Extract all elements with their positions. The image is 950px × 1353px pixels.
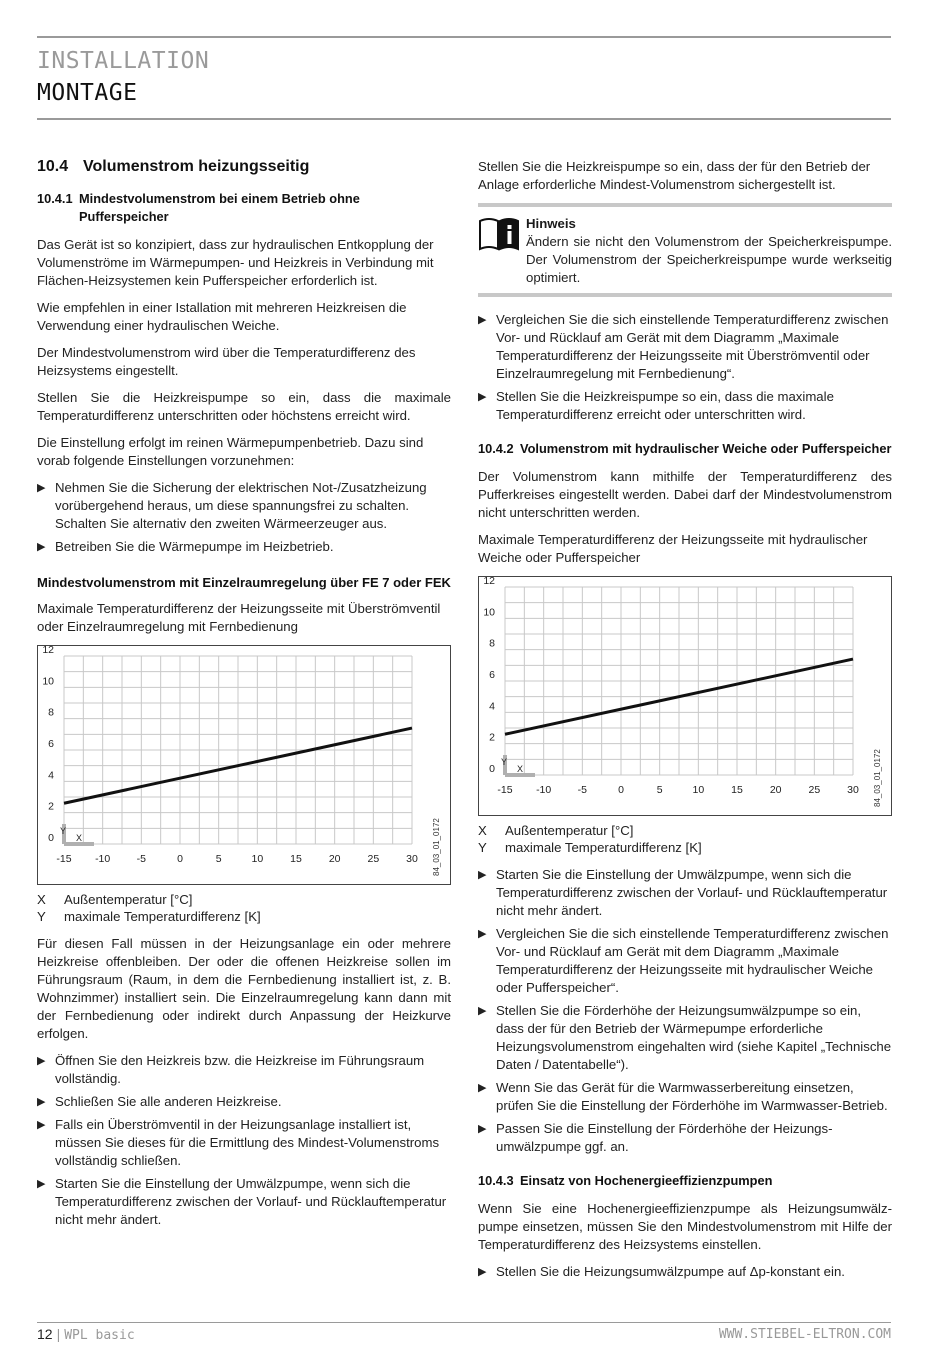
legend-key-y: Y xyxy=(478,840,487,855)
chart-left xyxy=(37,645,451,885)
chart-code: 84_03_01_0172 xyxy=(432,818,442,876)
paragraph: Das Gerät ist so konzipiert, dass zur hydraulischen Entkopplung der Volumenströme im Wärmepumpen- und Heizkreis in Verbindung mit Flächen-Heizsystemen kein Pufferspeicher erforderlich ist. xyxy=(37,237,434,288)
section-heading xyxy=(37,158,451,176)
subsection-title: Mindestvolumenstrom bei einem Betrieb ohne Pufferspeicher xyxy=(79,191,360,224)
paragraph: Für diesen Fall müssen in der Heizungsanlage ein oder mehrere Heizkreise offenbleiben. Der oder die offenen Heizkreise sollen im Führungsraum (Raum, in dem die Fernbedienung installiert ist, z. B. Wohnzimmer) installiert sein. Die Einzelraumregelung kann dann mit der Fernbedienung oder indirekt durch Anpassung der Heizkurve erfolgen. xyxy=(37,936,451,1041)
paragraph: Die Einstellung erfolgt im reinen Wärmepumpenbetrieb. Dazu sind vorab folgende Einstellungen vorzunehmen: xyxy=(37,435,424,468)
x-tick-label: 30 xyxy=(847,784,859,796)
paragraph: Stellen Sie die Heizkreispumpe so ein, dass die maximale Temperaturdifferenz unterschritten oder höchstens erreicht wird. xyxy=(37,390,451,423)
y-tick-label: 6 xyxy=(489,669,495,681)
y-tick-label: 0 xyxy=(48,832,54,844)
header-bottom-rule xyxy=(37,118,891,120)
footer-separator: | xyxy=(56,1326,61,1342)
right-column xyxy=(478,158,892,1290)
x-tick-label: 5 xyxy=(656,784,663,796)
paragraph: Der Mindestvolumenstrom wird über die Temperaturdifferenz des Heizsystems eingestellt. xyxy=(37,345,416,378)
list-item: ▶ Betreiben Sie die Wärmepumpe im Heizbetrieb. xyxy=(37,539,334,554)
y-tick-label: 8 xyxy=(489,637,495,650)
list-item: ▶ Stellen Sie die Förderhöhe der Heizungsumwälzpumpe so ein, dass der für den Betrieb der Wärmepumpe erforderliche Heizungsvolumenstrom eingehalten wird (siehe Kapitel „Technische Daten / Datentabelle“). xyxy=(478,1003,892,1072)
x-tick-label: 25 xyxy=(808,784,821,796)
x-tick-label: 15 xyxy=(290,853,302,865)
footer-rule xyxy=(37,1322,891,1323)
arrow-icon: ▶ xyxy=(37,541,46,553)
x-tick-label: 25 xyxy=(367,853,380,865)
list-item: ▶ Falls ein Überströmventil in der Heizungsanlage installiert ist, müssen Sie dieses für die Ermittlung des Mindest-Volumenstroms vollständig schließen. xyxy=(37,1117,440,1168)
subsection-title: Einsatz von Hochenergieeffizienzpumpen xyxy=(520,1173,773,1188)
y-tick-label: 4 xyxy=(489,700,495,713)
x-tick-label: 0 xyxy=(177,853,183,865)
y-axis-label: Y xyxy=(501,757,508,767)
subsection-heading-3 xyxy=(478,1172,892,1190)
arrow-icon: ▶ xyxy=(37,1096,46,1108)
subsection-number: 10.4.3 xyxy=(478,1173,514,1188)
list-item: ▶ Öffnen Sie den Heizkreis bzw. die Heizkreise im Führungsraum vollständig. xyxy=(37,1053,425,1086)
list-item: ▶ Vergleichen Sie die sich einstellende Temperaturdifferenz zwischen Vor- und Rücklauf am Gerät mit dem Diagramm „Maximale Temperaturdifferenz der Heizungsseite mit Überströmventil oder Einzelraumregelung mit Fernbedienung“. xyxy=(478,312,889,381)
x-tick-label: 30 xyxy=(406,853,418,865)
arrow-icon: ▶ xyxy=(478,1266,487,1278)
paragraph: Stellen Sie die Heizkreispumpe so ein, dass der für den Betrieb der Anlage erforderliche Mindest-Volumenstrom sichergestellt ist. xyxy=(478,159,871,192)
legend-x-label: Außentemperatur [°C] xyxy=(505,823,634,838)
x-tick-label: -15 xyxy=(497,784,513,796)
chart-right xyxy=(478,576,892,816)
x-tick-label: -10 xyxy=(536,784,552,796)
x-axis-label: X xyxy=(517,764,524,774)
x-tick-label: -5 xyxy=(136,853,147,865)
legend-x-label: Außentemperatur [°C] xyxy=(64,892,193,907)
arrow-icon: ▶ xyxy=(478,1123,487,1135)
instruction-list xyxy=(478,866,892,1156)
list-item: ▶ Schließen Sie alle anderen Heizkreise. xyxy=(37,1094,282,1109)
chart-caption: Maximale Temperaturdifferenz der Heizungsseite mit Überströmventil oder Einzelraumregelung mit Fernbedienung xyxy=(37,601,441,634)
list-item: ▶ Wenn Sie das Gerät für die Warmwasserbereitung einsetzen, prüfen Sie die Einstellung der Förderhöhe im Warmwasser-Betrieb. xyxy=(478,1080,888,1113)
y-tick-label: 12 xyxy=(483,577,495,587)
subsection-number: 10.4.1 xyxy=(37,191,73,206)
arrow-icon: ▶ xyxy=(478,869,487,881)
chart-caption: Maximale Temperaturdifferenz der Heizungsseite mit hydraulischer Weiche oder Pufferspeicher xyxy=(478,532,868,565)
legend-key-x: X xyxy=(478,823,487,838)
y-tick-label: 12 xyxy=(42,646,54,656)
x-tick-label: -10 xyxy=(95,853,111,865)
list-item: ▶ Starten Sie die Einstellung der Umwälzpumpe, wenn sich die Temperaturdifferenz zwischen der Vorlauf- und Rücklauftemperatur nicht mehr ändert. xyxy=(37,1176,447,1227)
arrow-icon: ▶ xyxy=(478,928,487,940)
header-category: INSTALLATION xyxy=(37,48,210,74)
chart-legend xyxy=(37,891,451,925)
x-tick-label: 0 xyxy=(618,784,624,796)
arrow-icon: ▶ xyxy=(37,1055,46,1067)
arrow-icon: ▶ xyxy=(37,1178,46,1190)
arrow-icon: ▶ xyxy=(478,314,487,326)
section-number: 10.4 xyxy=(37,158,69,175)
x-tick-label: 20 xyxy=(328,853,341,865)
paragraph: Wie empfehlen in einer Istallation mit mehreren Heizkreisen die Verwendung einer hydraulischen Weiche. xyxy=(37,300,407,333)
legend-y-label: maximale Temperaturdifferenz [K] xyxy=(505,840,702,855)
chart-code: 84_03_01_0172 xyxy=(873,749,883,807)
x-tick-label: 10 xyxy=(251,853,264,865)
x-tick-label: 15 xyxy=(731,784,743,796)
instruction-list xyxy=(478,1263,892,1281)
list-item: ▶ Vergleichen Sie die sich einstellende Temperaturdifferenz zwischen Vor- und Rücklauf am Gerät mit dem Diagramm „Maximale Temperaturdifferenz der Heizungsseite mit hydraulischer Weiche oder Pufferspeicher“. xyxy=(478,926,889,995)
paragraph: Wenn Sie eine Hochenergieeffizienzpumpe als Heizungsumwälzpumpe einsetzen, müssen Sie den Mindestvolumenstrom mit Hilfe der Temperaturdifferenz des Heizsystems einstellen. xyxy=(478,1201,892,1252)
instruction-list xyxy=(478,311,892,424)
y-tick-label: 4 xyxy=(48,769,54,782)
y-tick-label: 8 xyxy=(48,706,54,719)
subsection-title: Volumenstrom mit hydraulischer Weiche oder Pufferspeicher xyxy=(520,441,892,456)
instruction-list xyxy=(37,479,451,556)
section-title: Volumenstrom heizungsseitig xyxy=(83,158,310,175)
bold-heading: Mindestvolumenstrom mit Einzelraumregelung über FE 7 oder FEK xyxy=(37,575,451,590)
x-axis-label: X xyxy=(76,833,83,843)
paragraph: Der Volumenstrom kann mithilfe der Temperaturdifferenz des Pufferkreises eingestellt werden. Dabei darf der Mindestvolumenstrom nicht unterschritten werden. xyxy=(478,469,892,520)
y-tick-label: 2 xyxy=(48,800,54,813)
arrow-icon: ▶ xyxy=(478,391,487,403)
document-name: WPL basic xyxy=(64,1328,135,1343)
note-box xyxy=(478,203,892,297)
list-item: ▶ Passen Sie die Einstellung der Förderhöhe der Heizungsumwälzpumpe ggf. an. xyxy=(478,1121,833,1154)
y-tick-label: 10 xyxy=(42,675,54,688)
arrow-icon: ▶ xyxy=(37,482,46,494)
chart-legend xyxy=(478,822,892,856)
legend-key-x: X xyxy=(37,892,46,907)
x-tick-label: 10 xyxy=(692,784,705,796)
note-title: Hinweis xyxy=(526,216,576,231)
chart-svg xyxy=(38,646,452,886)
page-number: 12 xyxy=(37,1326,53,1342)
arrow-icon: ▶ xyxy=(478,1082,487,1094)
footer-page-info xyxy=(37,1326,135,1343)
y-tick-label: 6 xyxy=(48,738,54,750)
info-book-icon xyxy=(478,215,526,287)
y-tick-label: 10 xyxy=(483,606,495,619)
x-tick-label: 20 xyxy=(769,784,782,796)
x-tick-label: 5 xyxy=(215,853,222,865)
x-tick-label: -5 xyxy=(577,784,588,796)
list-item: ▶ Nehmen Sie die Sicherung der elektrischen Not-/Zusatzheizung vorübergehend heraus, um diese spannungsfrei zu schalten. Schalten Sie alternativ den zweiten Wärmeerzeuger aus. xyxy=(37,480,427,531)
legend-y-label: maximale Temperaturdifferenz [K] xyxy=(64,909,261,924)
legend-key-y: Y xyxy=(37,909,46,924)
note-text: Ändern sie nicht den Volumenstrom der Speicherkreispumpe. Der Volumenstrom der Speicherkreispumpe wurde werkseitig optimiert. xyxy=(526,234,892,285)
header-title: MONTAGE xyxy=(37,80,138,106)
list-item: ▶ Stellen Sie die Heizkreispumpe so ein, dass die maximale Temperaturdifferenz erreicht oder unterschritten wird. xyxy=(478,389,834,422)
x-tick-label: -15 xyxy=(56,853,72,865)
footer-url: WWW.STIEBEL-ELTRON.COM xyxy=(718,1327,891,1342)
header-top-rule xyxy=(37,36,891,38)
subsection-heading-1 xyxy=(37,190,451,226)
list-item: ▶ Stellen Sie die Heizungsumwälzpumpe auf Δp-konstant ein. xyxy=(478,1264,845,1279)
chart-svg xyxy=(479,577,893,817)
y-tick-label: 0 xyxy=(489,763,495,775)
list-item: ▶ Starten Sie die Einstellung der Umwälzpumpe, wenn sich die Temperaturdifferenz zwischen der Vorlauf- und Rücklauftemperatur nicht mehr ändert. xyxy=(478,867,888,918)
arrow-icon: ▶ xyxy=(478,1005,487,1017)
instruction-list xyxy=(37,1052,451,1229)
arrow-icon: ▶ xyxy=(37,1119,46,1131)
left-column xyxy=(37,158,451,1238)
y-axis-label: Y xyxy=(60,826,67,836)
y-tick-label: 2 xyxy=(489,731,495,744)
subsection-number: 10.4.2 xyxy=(478,441,514,456)
subsection-heading-2 xyxy=(478,440,892,458)
